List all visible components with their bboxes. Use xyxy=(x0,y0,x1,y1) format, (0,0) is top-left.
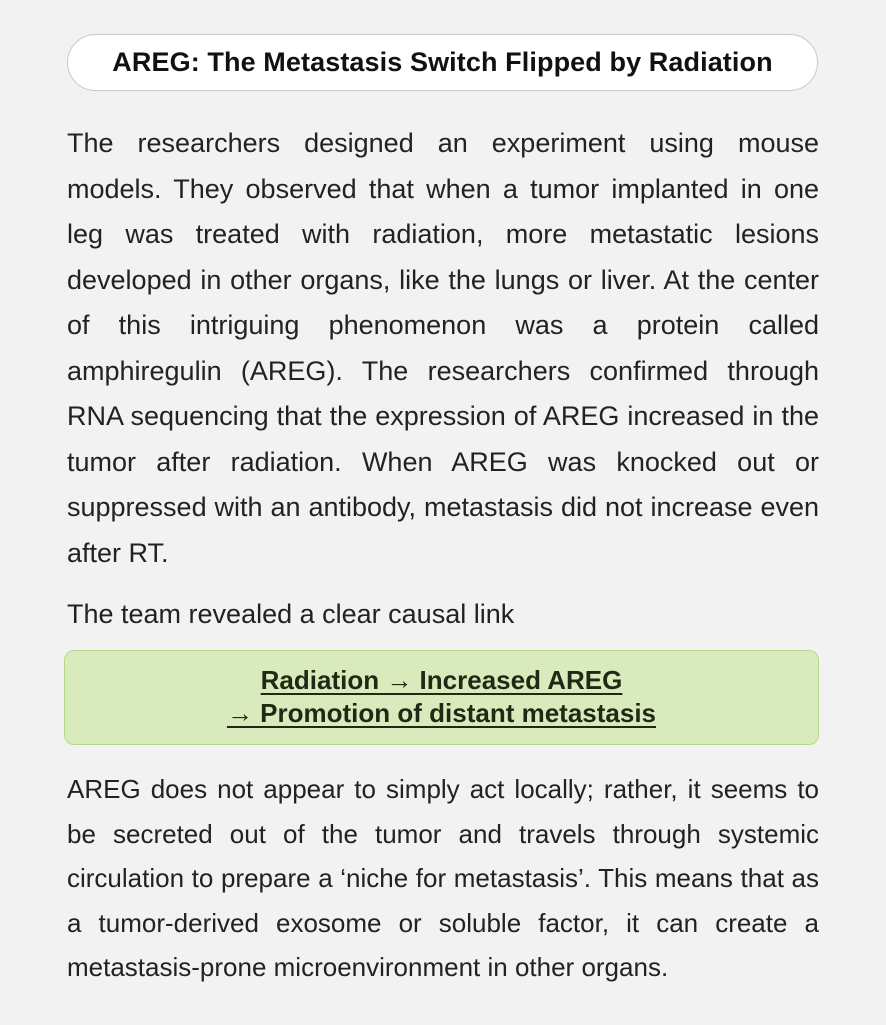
body-paragraph-1: The researchers designed an experiment using mouse models. They observed that when a tumor implanted in one leg was treated with radiation, more metastatic lesions developed in other organs, like the lungs or liver. At the center of this intriguing phenomenon was a protein called amphiregulin (AREG). The researchers confirmed through RNA sequencing that the expression of AREG increased in the tumor after radiation. When AREG was knocked out or suppressed with an antibody, metastasis did not increase even after RT. xyxy=(67,128,819,568)
callout-line-1: Radiation → Increased AREG xyxy=(260,665,623,695)
lead-in-sentence: The team revealed a clear causal link xyxy=(67,599,515,629)
causal-link-callout xyxy=(64,650,819,745)
title-banner xyxy=(67,34,818,91)
callout-line-2: → Promotion of distant metastasis xyxy=(226,698,657,728)
body-paragraph-2: AREG does not appear to simply act locally; rather, it seems to be secreted out of the tumor and travels through systemic circulation to prepare a ‘niche for metastasis’. This means that as a tumor-derived exosome or soluble factor, it can create a metastasis-prone microenvironment in other organs. xyxy=(67,774,819,982)
article-title: AREG: The Metastasis Switch Flipped by Radiation xyxy=(112,47,773,77)
